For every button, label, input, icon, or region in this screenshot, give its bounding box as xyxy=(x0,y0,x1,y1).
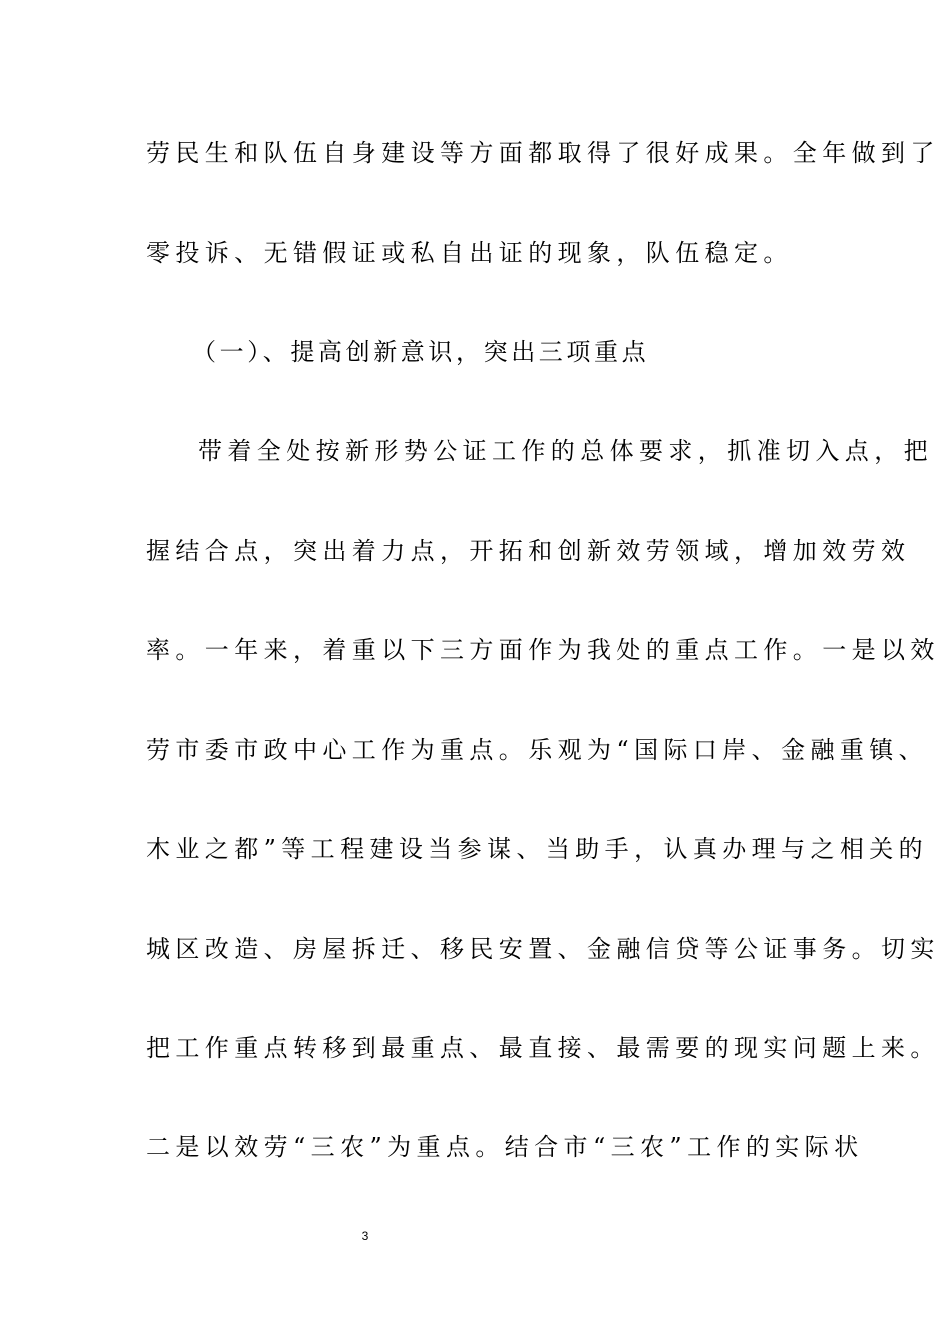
body-text-line: 劳市委市政中心工作为重点。乐观为“国际口岸、金融重镇、 xyxy=(146,736,929,764)
page-number: 3 xyxy=(361,1229,369,1243)
body-text-line: 率。一年来，着重以下三方面作为我处的重点工作。一是以效 xyxy=(146,636,940,664)
body-text-line: 握结合点，突出着力点，开拓和创新效劳领域，增加效劳效 xyxy=(146,537,911,565)
body-text-line: 零投诉、无错假证或私自出证的现象，队伍稳定。 xyxy=(146,239,793,267)
body-text-line: 木业之都”等工程建设当参谋、当助手，认真办理与之相关的 xyxy=(146,835,929,863)
body-text-line: 劳民生和队伍自身建设等方面都取得了很好成果。全年做到了 xyxy=(146,139,940,167)
body-text-line: 把工作重点转移到最重点、最直接、最需要的现实问题上来。 xyxy=(146,1034,940,1062)
body-text-line: 二是以效劳“三农”为重点。结合市“三农”工作的实际状 xyxy=(146,1133,864,1161)
paragraph-first-line: 带着全处按新形势公证工作的总体要求，抓准切入点，把 xyxy=(198,437,933,465)
section-heading: （一）、提高创新意识，突出三项重点 xyxy=(192,338,650,366)
body-text-line: 城区改造、房屋拆迁、移民安置、金融信贷等公证事务。切实 xyxy=(146,935,940,963)
